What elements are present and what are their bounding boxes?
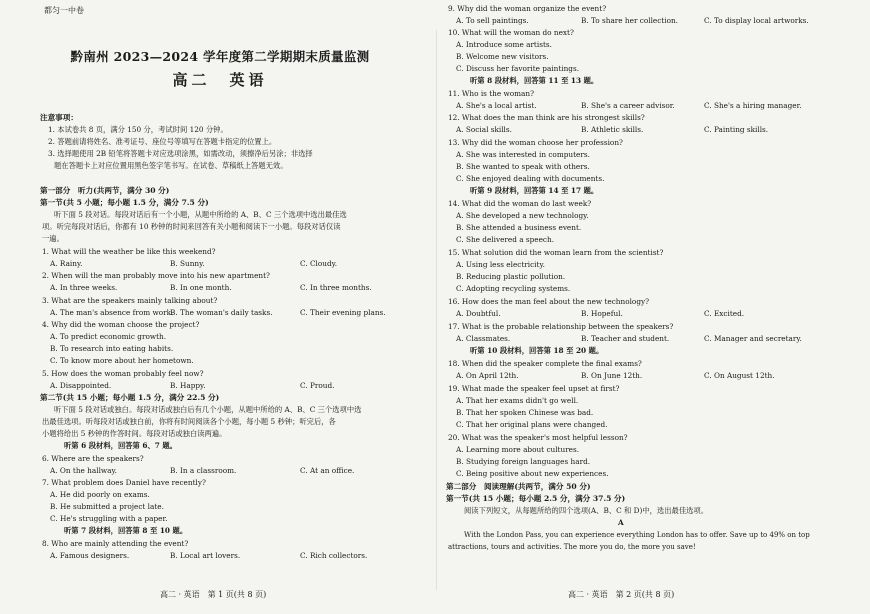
exam-subject: 高二 英语 <box>172 71 268 89</box>
option: A. To sell paintings. <box>456 16 529 25</box>
question-text: 19. What made the speaker feel upset at first? <box>448 384 620 393</box>
option: C. To display local artworks. <box>704 16 809 25</box>
question-text: 2. When will the man probably move into his new apartment? <box>42 271 270 280</box>
section1-instruction: 听下面 5 段对话。每段对话后有一个小题，从题中所给的 A、B、C 三个选项中选出最佳选 <box>54 210 347 219</box>
option: C. He's struggling with a paper. <box>50 514 168 523</box>
question-text: 17. What is the probable relationship between the speakers? <box>448 322 674 331</box>
option: B. In a classroom. <box>170 466 237 475</box>
note-item: 3. 选择题使用 2B 铅笔将答题卡对应选项涂黑，如需改动，须擦净后另涂；非选择 <box>48 149 313 158</box>
option: B. Sunny. <box>170 259 205 268</box>
question-text: 11. Who is the woman? <box>448 89 535 98</box>
passage-label: A <box>618 518 624 527</box>
material-label: 听第 6 段材料，回答第 6、7 题。 <box>64 441 177 450</box>
notes-heading: 注意事项： <box>40 113 78 122</box>
option: B. She's a career advisor. <box>581 101 675 110</box>
option: C. Proud. <box>300 381 335 390</box>
option: A. Using less electricity. <box>456 260 545 269</box>
option: B. In one month. <box>170 283 232 292</box>
option: B. Local art lovers. <box>170 551 241 560</box>
option: B. She wanted to speak with others. <box>456 162 590 171</box>
option: A. He did poorly on exams. <box>50 490 150 499</box>
question-text: 5. How does the woman probably feel now? <box>42 369 204 378</box>
question-text: 6. Where are the speakers? <box>42 454 144 463</box>
option: A. The man's absence from work. <box>50 308 174 317</box>
option: A. To predict economic growth. <box>50 332 167 341</box>
note-item: 2. 答题前请将姓名、准考证号、座位号等填写在答题卡指定的位置上。 <box>48 137 277 146</box>
option: B. That her spoken Chinese was bad. <box>456 408 594 417</box>
option: C. At an office. <box>300 466 355 475</box>
page-fold-divider <box>436 30 437 590</box>
part2-section1-heading: 第一节(共 15 小题；每小题 2.5 分，满分 37.5 分) <box>446 494 626 503</box>
part2-instruction: 阅读下列短文，从每题所给的四个选项(A、B、C 和 D)中，选出最佳选项。 <box>464 506 709 515</box>
option: C. That her original plans were changed. <box>456 420 608 429</box>
footer-page-2: 高二 · 英语 第 2 页(共 8 页) <box>568 590 675 599</box>
question-text: 15. What solution did the woman learn from the scientist? <box>448 248 664 257</box>
section2-instruction: 出最佳选项。听每段对话或独白前，你将有时间阅读各个小题，每小题 5 秒钟；听完后，各 <box>42 417 336 426</box>
material-label: 听第 8 段材料，回答第 11 至 13 题。 <box>470 76 599 85</box>
option: A. Learning more about cultures. <box>456 445 580 454</box>
option: A. Rainy. <box>50 259 83 268</box>
passage-line: attractions, tours and activities. The more you do, the more you save! <box>448 543 696 551</box>
passage-line: With the London Pass, you can experience everything London has to offer. Save up to 49% on top <box>464 531 810 539</box>
note-item: 1. 本试卷共 8 页，满分 150 分，考试时间 120 分钟。 <box>48 125 228 134</box>
option: C. Being positive about new experiences. <box>456 469 609 478</box>
material-label: 听第 9 段材料，回答第 14 至 17 题。 <box>470 186 599 195</box>
question-text: 1. What will the weather be like this weekend? <box>42 247 216 256</box>
section1-instruction: 一遍。 <box>42 234 64 243</box>
option: B. Hopeful. <box>581 309 623 318</box>
question-text: 8. Who are mainly attending the event? <box>42 539 189 548</box>
school-stamp: 都匀一中卷 <box>44 6 84 15</box>
option: C. Painting skills. <box>704 125 769 134</box>
option: C. Excited. <box>704 309 745 318</box>
question-text: 7. What problem does Daniel have recently? <box>42 478 206 487</box>
option: B. Studying foreign languages hard. <box>456 457 591 466</box>
option: A. Disappointed. <box>50 381 112 390</box>
question-text: 4. Why did the woman choose the project? <box>42 320 200 329</box>
option: A. On April 12th. <box>456 371 519 380</box>
section2-instruction: 听下面 5 段对话或独白。每段对话或独白后有几个小题，从题中所给的 A、B、C 三个选项中选 <box>54 405 362 414</box>
option: B. On June 12th. <box>581 371 643 380</box>
option: C. Cloudy. <box>300 259 338 268</box>
section2-heading: 第二节(共 15 小题；每小题 1.5 分，满分 22.5 分) <box>40 393 220 402</box>
option: A. Introduce some artists. <box>456 40 552 49</box>
option: C. Their evening plans. <box>300 308 386 317</box>
option: B. She attended a business event. <box>456 223 582 232</box>
option: C. Rich collectors. <box>300 551 368 560</box>
option: B. Happy. <box>170 381 206 390</box>
part1-heading: 第一部分 听力(共两节，满分 30 分) <box>40 186 170 195</box>
question-text: 12. What does the man think are his strongest skills? <box>448 113 645 122</box>
option: A. That her exams didn't go well. <box>456 396 579 405</box>
option: C. In three months. <box>300 283 372 292</box>
option: A. She was interested in computers. <box>456 150 590 159</box>
section1-heading: 第一节(共 5 小题；每小题 1.5 分，满分 7.5 分) <box>40 198 209 207</box>
option: A. Classmates. <box>456 334 511 343</box>
option: A. She developed a new technology. <box>456 211 589 220</box>
question-text: 10. What will the woman do next? <box>448 28 574 37</box>
option: A. Social skills. <box>456 125 512 134</box>
question-text: 9. Why did the woman organize the event? <box>448 4 607 13</box>
option: C. Manager and secretary. <box>704 334 802 343</box>
section1-instruction: 项。听完每段对话后，你都有 10 秒钟的时间来回答有关小题和阅读下一小题。每段对话仅读 <box>42 222 341 231</box>
option: C. Discuss her favorite paintings. <box>456 64 580 73</box>
option: C. She delivered a speech. <box>456 235 555 244</box>
option: B. Welcome new visitors. <box>456 52 549 61</box>
material-label: 听第 10 段材料，回答第 18 至 20 题。 <box>470 346 604 355</box>
option: A. Famous designers. <box>50 551 130 560</box>
option: C. To know more about her hometown. <box>50 356 194 365</box>
option: B. To research into eating habits. <box>50 344 174 353</box>
footer-page-1: 高二 · 英语 第 1 页(共 8 页) <box>160 590 267 599</box>
question-text: 18. When did the speaker complete the final exams? <box>448 359 642 368</box>
option: B. Reducing plastic pollution. <box>456 272 566 281</box>
question-text: 20. What was the speaker's most helpful lesson? <box>448 433 628 442</box>
option: A. On the hallway. <box>50 466 117 475</box>
option: C. She's a hiring manager. <box>704 101 802 110</box>
option: B. Teacher and student. <box>581 334 670 343</box>
part2-heading: 第二部分 阅读理解(共两节，满分 50 分) <box>446 482 591 491</box>
question-text: 13. Why did the woman choose her profession? <box>448 138 623 147</box>
material-label: 听第 7 段材料，回答第 8 至 10 题。 <box>64 526 188 535</box>
option: C. Adopting recycling systems. <box>456 284 571 293</box>
option: B. To share her collection. <box>581 16 678 25</box>
section2-instruction: 小题将给出 5 秒钟的作答时间。每段对话或独白读两遍。 <box>42 429 227 438</box>
option: A. She's a local artist. <box>456 101 537 110</box>
exam-title: 黔南州 2023—2024 学年度第二学期期末质量监测 <box>70 49 370 64</box>
note-item: 题在答题卡上对应位置用黑色签字笔书写。在试卷、草稿纸上答题无效。 <box>54 161 288 170</box>
question-text: 16. How does the man feel about the new technology? <box>448 297 650 306</box>
question-text: 3. What are the speakers mainly talking about? <box>42 296 218 305</box>
option: B. He submitted a project late. <box>50 502 164 511</box>
question-text: 14. What did the woman do last week? <box>448 199 592 208</box>
option: B. Athletic skills. <box>581 125 644 134</box>
option: A. In three weeks. <box>50 283 118 292</box>
option: C. She enjoyed dealing with documents. <box>456 174 605 183</box>
option: C. On August 12th. <box>704 371 775 380</box>
option: A. Doubtful. <box>456 309 501 318</box>
option: B. The woman's daily tasks. <box>170 308 273 317</box>
